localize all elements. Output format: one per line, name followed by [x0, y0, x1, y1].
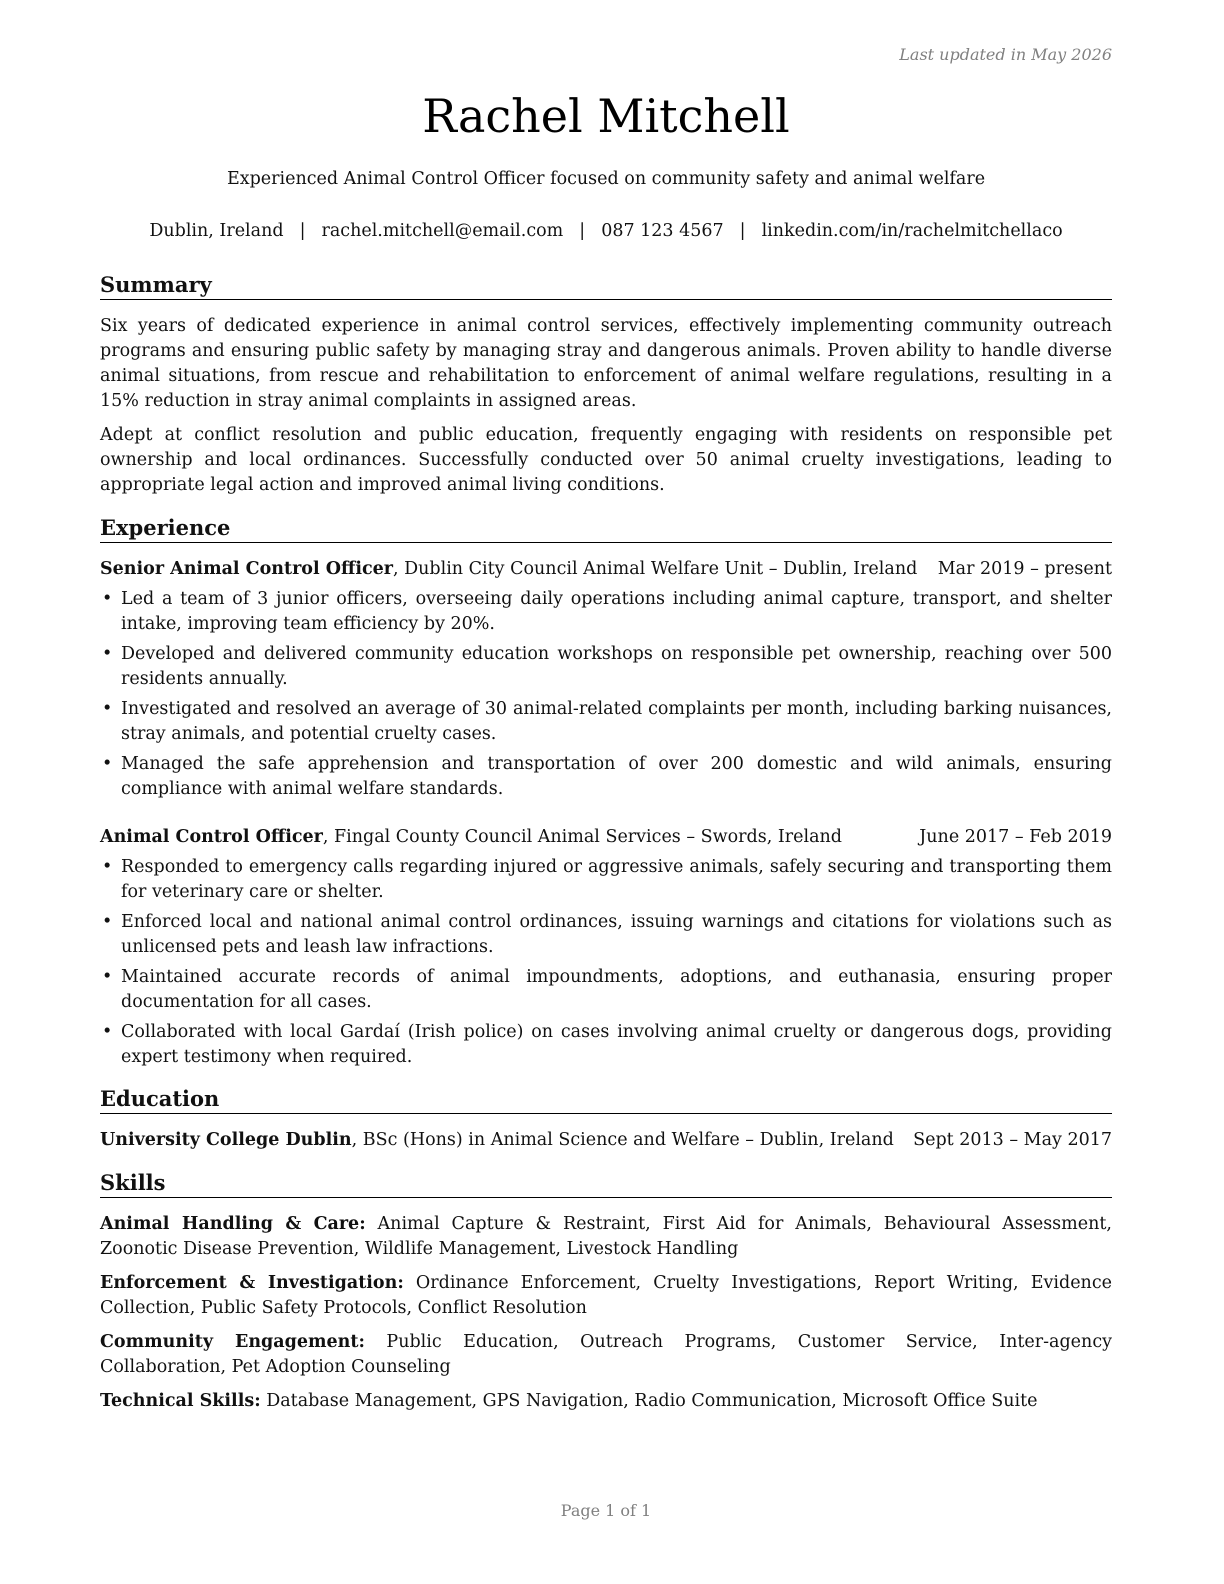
summary-paragraph: Six years of dedicated experience in animal control services, effectively implementing community outreach programs and ensuring public safety by managing stray and dangerous animals. Proven ability to handle diverse animal situations, from rescue and rehabilitation to enforcement of animal welfare regulations, resulting in a 15% reduction in stray animal complaints in assigned areas.	[100, 316, 1112, 411]
section-title-experience: Experience	[100, 515, 1112, 543]
job-bullet: • Developed and delivered community education workshops on responsible pet ownership, reaching over 500 residents annually.	[100, 642, 1112, 692]
contact-linkedin[interactable]: linkedin.com/in/rachelmitchellaco	[761, 221, 1063, 241]
skill-group-label: Technical Skills:	[100, 1391, 261, 1411]
contact-email[interactable]: rachel.mitchell@email.com	[321, 221, 564, 241]
skill-group-items: Database Management, GPS Navigation, Radio Communication, Microsoft Office Suite	[260, 1391, 1038, 1411]
education-school: University College Dublin	[100, 1130, 352, 1150]
education-degree: , BSc (Hons) in Animal Science and Welfare – Dublin, Ireland	[351, 1130, 894, 1150]
skill-group	[100, 1389, 1112, 1414]
education-dates: Sept 2013 – May 2017	[913, 1130, 1112, 1150]
skill-group	[100, 1212, 1112, 1262]
job-role: Senior Animal Control Officer	[100, 559, 393, 579]
job-bullet: • Maintained accurate records of animal impoundments, adoptions, and euthanasia, ensuring proper documentation for all cases.	[100, 965, 1112, 1015]
summary-paragraph: Adept at conflict resolution and public education, frequently engaging with residents on responsible pet ownership and local ordinances. Successfully conducted over 50 animal cruelty investigations, leading to appropriate legal action and improved animal living conditions.	[100, 425, 1112, 495]
job-role: Animal Control Officer	[100, 827, 323, 847]
job-bullet: • Enforced local and national animal control ordinances, issuing warnings and citations for violations such as unlicensed pets and leash law infractions.	[100, 910, 1112, 960]
page-number: Page 1 of 1	[560, 1501, 652, 1520]
job-bullet-list	[100, 855, 1112, 1075]
job-bullet: • Collaborated with local Gardaí (Irish police) on cases involving animal cruelty or dangerous dogs, providing expert testimony when required.	[100, 1020, 1112, 1070]
job-bullet: • Investigated and resolved an average of 30 animal-related complaints per month, including barking nuisances, stray animals, and potential cruelty cases.	[100, 697, 1112, 747]
skill-group-label: Animal Handling & Care:	[100, 1214, 366, 1234]
candidate-tagline: Experienced Animal Control Officer focused on community safety and animal welfare	[226, 169, 986, 189]
job-bullet-list	[100, 587, 1112, 807]
contact-separator: |	[299, 221, 306, 241]
skill-group-items: Ordinance Enforcement, Cruelty Investigations, Report Writing, Evidence Collection, Public Safety Protocols, Conflict Resolution	[100, 1273, 1112, 1318]
last-updated-note: Last updated in May 2026	[899, 45, 1112, 64]
skill-group-items: Public Education, Outreach Programs, Customer Service, Inter-agency Collaboration, Pet Adoption Counseling	[100, 1332, 1113, 1377]
resume-page	[100, 0, 1112, 1584]
contact-location: Dublin, Ireland	[149, 221, 284, 241]
skill-group	[100, 1271, 1112, 1321]
skill-group	[100, 1330, 1112, 1380]
education-entry	[100, 1128, 1112, 1153]
job-heading	[100, 825, 1112, 850]
job-bullet: • Led a team of 3 junior officers, overseeing daily operations including animal capture, transport, and shelter intake, improving team efficiency by 20%.	[100, 587, 1112, 637]
contact-separator: |	[739, 221, 746, 241]
contact-separator: |	[579, 221, 586, 241]
job-organization: , Fingal County Council Animal Services – Swords, Ireland	[322, 827, 842, 847]
skill-group-items: Animal Capture & Restraint, First Aid for Animals, Behavioural Assessment, Zoonotic Disease Prevention, Wildlife Management, Livestock Handling	[100, 1214, 1112, 1259]
job-dates: June 2017 – Feb 2019	[919, 827, 1112, 847]
skill-group-label: Enforcement & Investigation:	[100, 1273, 404, 1293]
job-dates: Mar 2019 – present	[937, 559, 1112, 579]
contact-phone: 087 123 4567	[601, 221, 724, 241]
section-title-summary: Summary	[100, 272, 1112, 300]
skill-group-label: Community Engagement:	[100, 1332, 365, 1352]
candidate-name: Rachel Mitchell	[422, 89, 790, 143]
job-bullet: • Managed the safe apprehension and transportation of over 200 domestic and wild animals, ensuring compliance with animal welfare standards.	[100, 752, 1112, 802]
job-organization: , Dublin City Council Animal Welfare Unit – Dublin, Ireland	[392, 559, 918, 579]
job-bullet: • Responded to emergency calls regarding injured or aggressive animals, safely securing and transporting them for veterinary care or shelter.	[100, 855, 1112, 905]
contact-line	[100, 220, 1112, 242]
job-heading	[100, 557, 1112, 582]
section-title-skills: Skills	[100, 1170, 1112, 1198]
section-title-education: Education	[100, 1086, 1112, 1114]
